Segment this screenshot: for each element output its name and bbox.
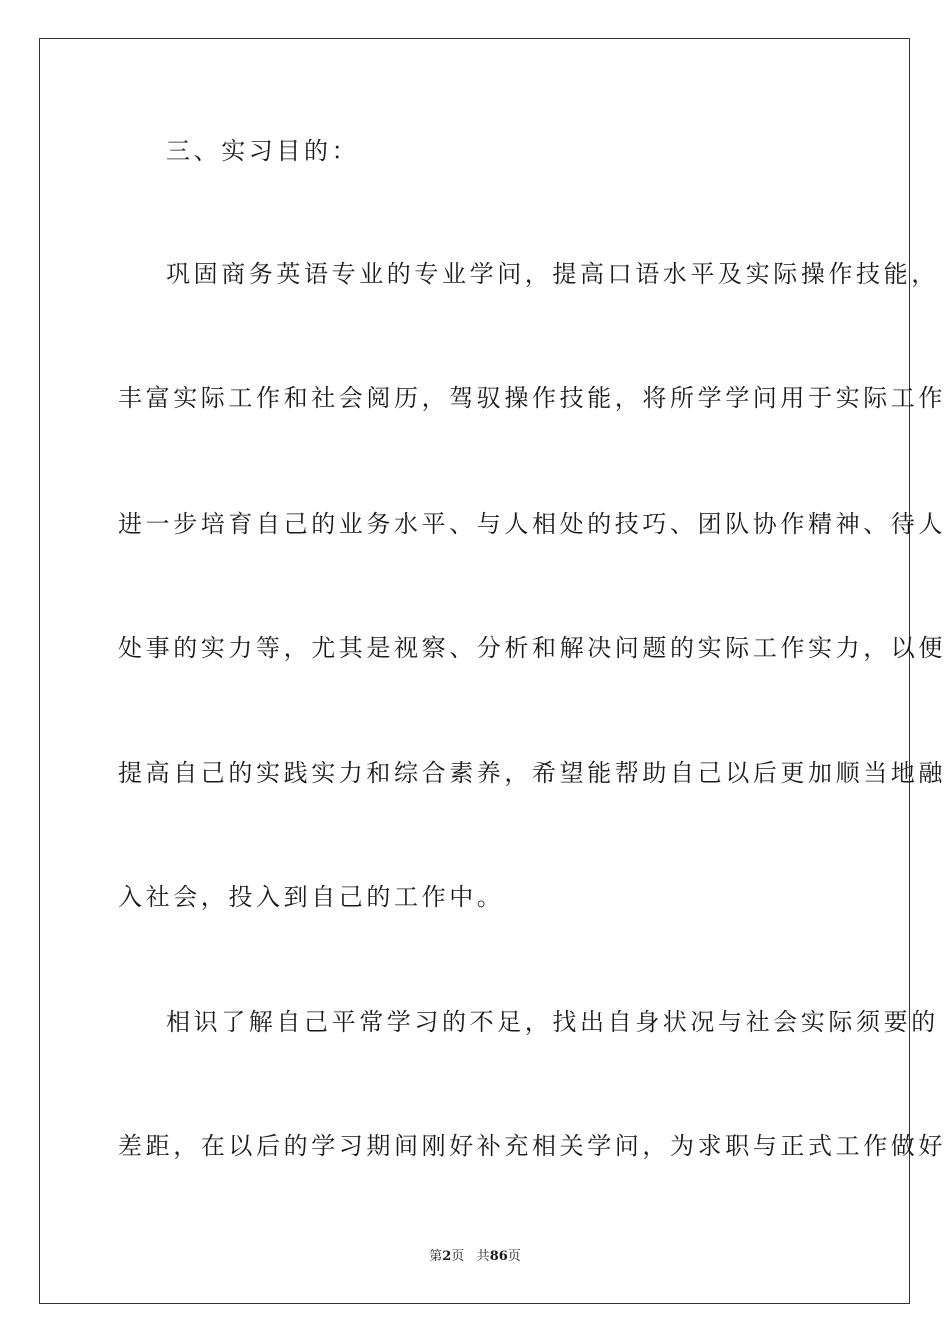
paragraph-line: 入社会，投入到自己的工作中。 [118, 883, 505, 911]
paragraph-line: 提高自己的实践实力和综合素养，希望能帮助自己以后更加顺当地融 [118, 759, 946, 787]
paragraph-line: 丰富实际工作和社会阅历，驾驭操作技能，将所学学问用于实际工作 [118, 384, 946, 412]
paragraph-line: 巩固商务英语专业的专业学问，提高口语水平及实际操作技能， [166, 260, 939, 288]
page-suffix: 页 [451, 1249, 465, 1264]
paragraph-line: 进一步培育自己的业务水平、与人相处的技巧、团队协作精神、待人 [118, 510, 946, 538]
section-heading: 三、实习目的： [166, 137, 360, 165]
page-number: 2 [442, 1249, 452, 1264]
paragraph-line: 差距，在以后的学习期间刚好补充相关学问，为求职与正式工作做好 [118, 1132, 946, 1160]
page-footer [0, 1248, 950, 1266]
total-suffix: 页 [507, 1249, 521, 1264]
page-prefix: 第 [429, 1249, 443, 1264]
paragraph-line: 处事的实力等，尤其是视察、分析和解决问题的实际工作实力，以便 [118, 634, 946, 662]
total-pages: 86 [489, 1249, 508, 1264]
total-prefix: 共 [476, 1249, 490, 1264]
page-border [39, 38, 946, 1304]
paragraph-line: 相识了解自己平常学习的不足，找出自身状况与社会实际须要的 [166, 1008, 939, 1036]
